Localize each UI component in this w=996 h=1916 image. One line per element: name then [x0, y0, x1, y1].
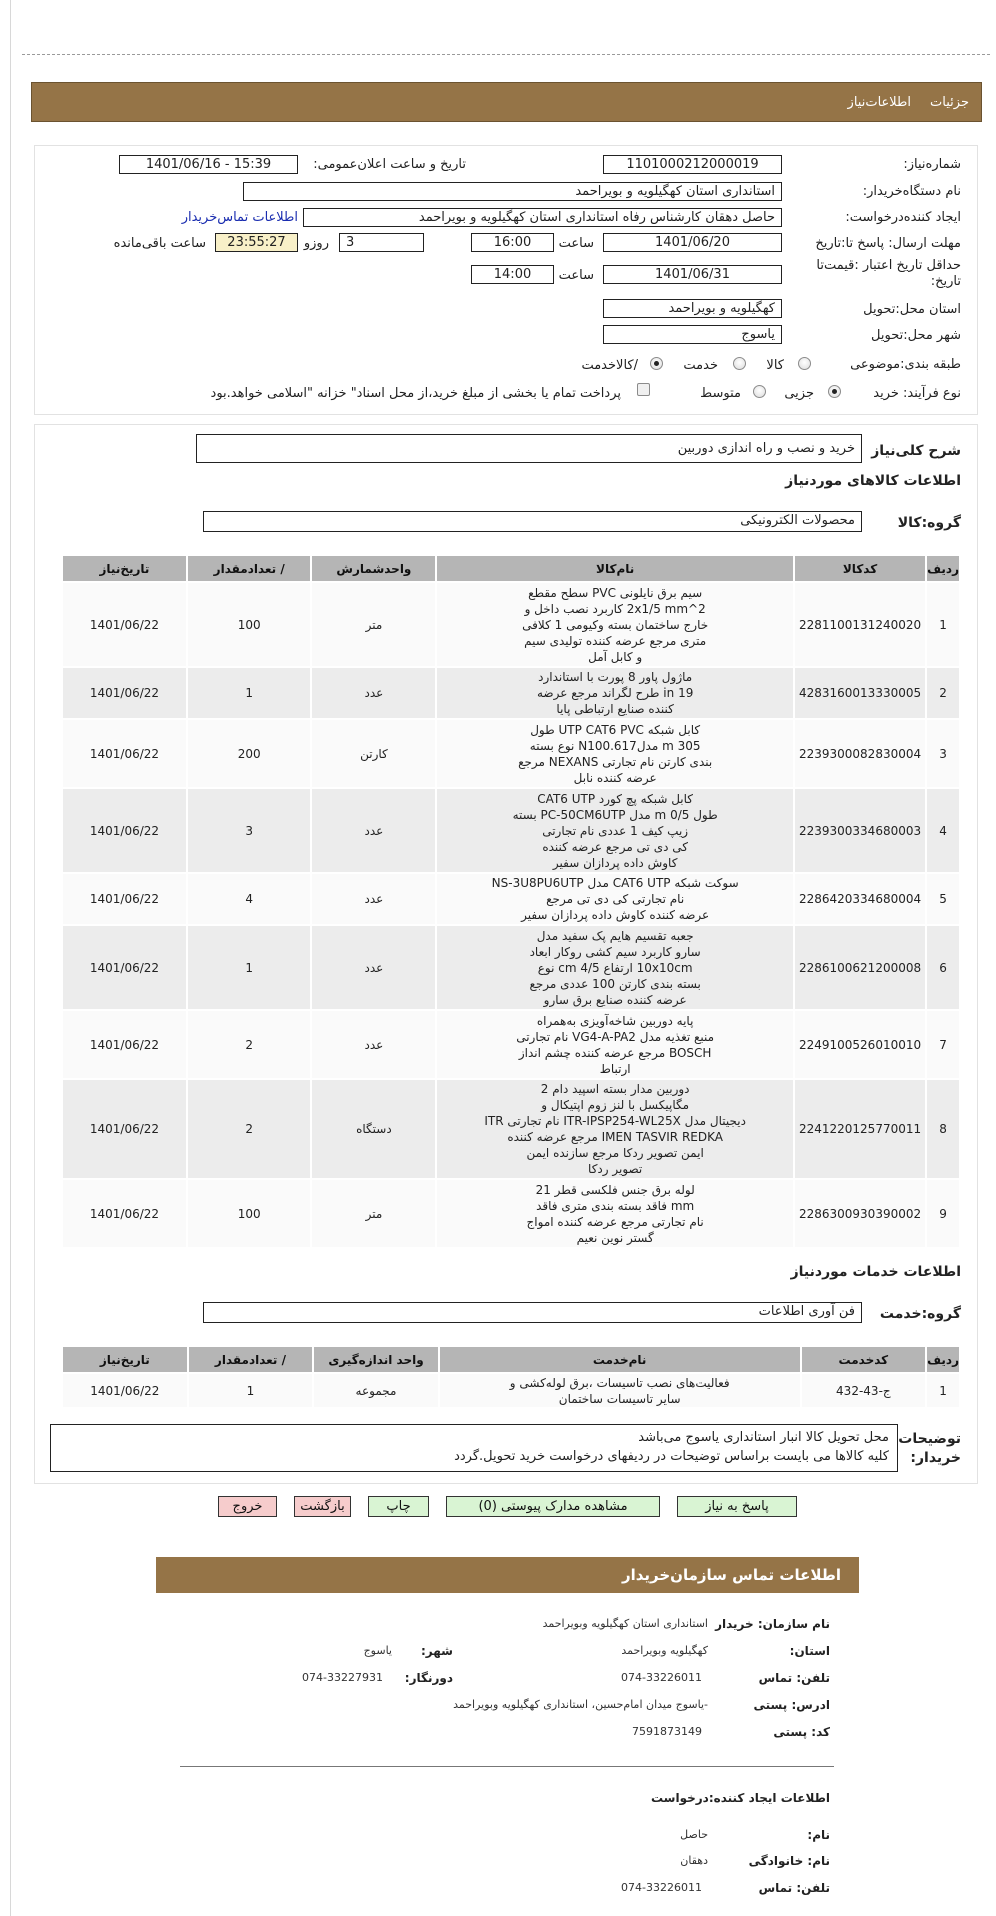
cell-need-date: 1401/06/22: [62, 925, 187, 1010]
cell-name: لوله برق جنس فلکسی قطر 21 mm فاقد بسته بندی متری فاقد نام تجارتی مرجع عرضه کننده امواج گستر نوین نعیم: [436, 1179, 794, 1248]
cell-row-number: 8: [926, 1079, 960, 1179]
services-group-label: گروه:خدمت: [879, 1306, 961, 1322]
cell-code: 2286300930390002: [794, 1179, 926, 1248]
contact-province-label: استان:: [789, 1644, 830, 1658]
cell-quantity: 2: [187, 1010, 312, 1079]
contact-fax-label: دورنگار:: [404, 1671, 453, 1685]
remaining-label: ساعت باقی‌مانده: [113, 236, 206, 251]
services-heading: اطلاعات خدمات موردنیاز: [790, 1264, 961, 1280]
contact-phone-value: 074-33226011: [621, 1671, 702, 1684]
cell-need-date: 1401/06/22: [62, 582, 187, 667]
contact-org-value: استانداری استان کهگیلویه وبویراحمد: [542, 1617, 708, 1630]
contact-org-label: نام سازمان: خریدار: [715, 1617, 830, 1631]
cell-unit: متر: [311, 1179, 436, 1248]
buyer-notes-field: محل تحویل کالا انبار استانداری یاسوج می‌باشد کلیه کالاها می بایست براساس توضیحات در ردیفهای درخواست خرید تحویل.گردد: [50, 1424, 898, 1472]
col-name: نام‌کالا: [436, 555, 794, 582]
cell-unit: متر: [311, 582, 436, 667]
cell-name: کابل شبکه پچ کورد CAT6 UTP طول 0/5 m مدل PC-50CM6UTP بسته زیپ کیف 1 عددی نام تجارتی کی دی تی مرجع عرضه کننده کاوش داده پردازان سفیر: [436, 788, 794, 873]
cell-quantity: 200: [187, 719, 312, 788]
cell-row-number: 7: [926, 1010, 960, 1079]
summary-field: خرید و نصب و راه اندازی دوربین: [196, 434, 862, 463]
need-number-label: شماره‌نیاز:: [903, 157, 961, 172]
contact-postal-value: 7591873149: [632, 1725, 702, 1738]
cell-unit: عدد: [311, 788, 436, 873]
cell-name: فعالیت‌های نصب تاسیسات ،برق لوله‌کشی و سایر تاسیسات ساختمان: [439, 1373, 801, 1408]
cell-row-number: 4: [926, 788, 960, 873]
cell-name: دوربین مدار بسته اسپید دام 2 مگاپیکسل با لنز زوم اپتیکال و دیجیتال مدل ITR-IPSP254-WL25X نام تجارتی ITR IMEN TASVIR REDKA مرجع عرضه کننده ایمن تصویر ردکا مرجع سازنده ایمن تصویر ردکا: [436, 1079, 794, 1179]
treasury-payment-checkbox[interactable]: [637, 383, 650, 396]
services-group-field: فن آوری اطلاعات: [203, 1302, 862, 1323]
goods-heading: اطلاعات کالاهای موردنیاز: [785, 473, 961, 489]
cell-row-number: 1: [926, 1373, 960, 1408]
price-validity-time-label: ساعت: [558, 268, 594, 283]
svc-col-date: تاریخ‌نیاز: [62, 1346, 188, 1373]
contact-province-value: کهگیلویه وبویراحمد: [621, 1644, 708, 1657]
col-row: ردیف: [926, 555, 960, 582]
service-row: [62, 1373, 960, 1408]
cell-unit: عدد: [311, 925, 436, 1010]
process-option-medium: متوسط: [700, 386, 741, 401]
cell-code: 2281100131240020: [794, 582, 926, 667]
contact-address-label: ادرس: پستی: [753, 1698, 830, 1712]
days-field: 3: [339, 233, 424, 252]
goods-group-field: محصولات الکترونیکی: [203, 511, 862, 532]
treasury-payment-text: پرداخت تمام یا بخشی از مبلغ خرید،از محل اسناد" خزانه "اسلامی خواهد.بود: [210, 386, 621, 401]
cell-quantity: 3: [187, 788, 312, 873]
svc-col-row: ردیف: [926, 1346, 960, 1373]
cell-name: کابل شبکه UTP CAT6 PVC طول 305 m مدلN100.617 نوع بسته بندی کارتن نام تجارتی NEXANS مرجع عرضه کننده نابل: [436, 719, 794, 788]
svc-col-unit: واحد اندازه‌گیری: [313, 1346, 439, 1373]
process-option-minor: جزیی: [784, 386, 814, 401]
cell-quantity: 4: [187, 873, 312, 925]
goods-row: [62, 1010, 960, 1079]
cell-unit: عدد: [311, 1010, 436, 1079]
contact-divider: [180, 1766, 834, 1767]
goods-row: [62, 925, 960, 1010]
creator-field: حاصل دهقان کارشناس رفاه استانداری استان کهگیلویه و بویراحمد: [303, 208, 782, 227]
need-number-field: 1101000212000019: [603, 155, 782, 174]
contact-postal-label: کد: پستی: [773, 1725, 830, 1739]
col-unit: واحدشمارش: [311, 555, 436, 582]
cell-unit: مجموعه: [313, 1373, 439, 1408]
goods-table: [61, 554, 961, 1249]
city-label: شهر محل:تحویل: [871, 328, 961, 343]
reply-date-field: 1401/06/20: [603, 233, 782, 252]
buyer-contact-link[interactable]: اطلاعات تماس‌خریدار: [181, 210, 298, 225]
cell-row-number: 6: [926, 925, 960, 1010]
col-quantity: / تعدادمقدار: [187, 555, 312, 582]
services-table: [61, 1345, 961, 1409]
cell-quantity: 1: [188, 1373, 314, 1408]
goods-row: [62, 788, 960, 873]
svc-col-quantity: / تعدادمقدار: [188, 1346, 314, 1373]
cell-code: 2239300082830004: [794, 719, 926, 788]
creator-name-value: حاصل: [680, 1828, 708, 1841]
cell-need-date: 1401/06/22: [62, 719, 187, 788]
days-label: روز‌و: [303, 236, 329, 251]
creator-label: ایجاد کننده‌درخواست:: [845, 210, 961, 225]
category-option-goods: کالا: [766, 358, 784, 373]
announce-field: 1401/06/16 - 15:39: [119, 155, 298, 174]
cell-row-number: 3: [926, 719, 960, 788]
cell-code: 2241220125770011: [794, 1079, 926, 1179]
back-button[interactable]: بازگشت: [294, 1496, 351, 1517]
creator-phone-label: تلفن: تماس: [758, 1881, 830, 1895]
process-radio-medium[interactable]: [753, 385, 766, 398]
cell-need-date: 1401/06/22: [62, 1010, 187, 1079]
category-radio-goods-service[interactable]: [650, 357, 663, 370]
reply-deadline-label: مهلت ارسال: پاسخ تا:تاریخ: [815, 236, 961, 251]
cell-quantity: 1: [187, 667, 312, 719]
reply-button[interactable]: پاسخ به نیاز: [677, 1496, 797, 1517]
price-validity-time-field: 14:00: [471, 265, 554, 284]
goods-row: [62, 582, 960, 667]
cell-code: 2239300334680003: [794, 788, 926, 873]
category-label: طبقه بندی:موضوعی: [850, 357, 961, 372]
svc-col-name: نام‌خدمت: [439, 1346, 801, 1373]
view-attachments-button[interactable]: مشاهده مدارک پیوستی (0): [446, 1496, 660, 1517]
price-validity-date-field: 1401/06/31: [603, 265, 782, 284]
creator-phone-value: 074-33226011: [621, 1881, 702, 1894]
contact-fax-value: 074-33227931: [302, 1671, 383, 1684]
cell-code: 2286100621200008: [794, 925, 926, 1010]
process-label: نوع فرآیند: خرید: [873, 386, 961, 401]
cell-row-number: 2: [926, 667, 960, 719]
cell-row-number: 1: [926, 582, 960, 667]
cell-name: جعبه تقسیم هایم پک سفید مدل سارو کاربرد سیم کشی روکار ابعاد 10x10cm ارتفاع 4/5 cm نوع بسته بندی کارتن 100 عددی مرجع عرضه کننده صنایع برق سارو: [436, 925, 794, 1010]
svc-col-code: کدخدمت: [801, 1346, 927, 1373]
cell-need-date: 1401/06/22: [62, 788, 187, 873]
category-radio-goods[interactable]: [798, 357, 811, 370]
cell-need-date: 1401/06/22: [62, 667, 187, 719]
province-label: استان محل:تحویل: [863, 302, 961, 317]
contact-phone-label: تلفن: تماس: [758, 1671, 830, 1685]
buyer-org-label: نام دستگاه‌خریدار:: [862, 184, 961, 199]
province-field: کهگیلویه و بویراحمد: [603, 299, 782, 318]
reply-time-field: 16:00: [471, 233, 554, 252]
tab-details[interactable]: جزئیات: [930, 95, 969, 110]
cell-row-number: 9: [926, 1179, 960, 1248]
goods-row: [62, 667, 960, 719]
cell-quantity: 100: [187, 582, 312, 667]
creator-family-label: نام: خانوادگی: [748, 1854, 830, 1868]
cell-quantity: 1: [187, 925, 312, 1010]
cell-row-number: 5: [926, 873, 960, 925]
goods-table-header: [62, 555, 960, 582]
creator-name-label: نام:: [807, 1828, 830, 1842]
goods-row: [62, 873, 960, 925]
cell-name: سوکت شبکه CAT6 UTP مدل NS-3U8PU6UTP نام تجارتی کی دی تی مرجع عرضه کننده کاوش داده پردازان سفیر: [436, 873, 794, 925]
goods-row: [62, 1079, 960, 1179]
cell-code: 4283160013330005: [794, 667, 926, 719]
reply-time-label: ساعت: [558, 236, 594, 251]
cell-quantity: 2: [187, 1079, 312, 1179]
cell-unit: عدد: [311, 873, 436, 925]
goods-group-label: گروه:کالا: [897, 515, 961, 531]
cell-need-date: 1401/06/22: [62, 873, 187, 925]
cell-unit: عدد: [311, 667, 436, 719]
cell-name: پایه دوربین شاخه‌آویزی به‌همراه منبع تغذیه مدل VG4-A-PA2 نام تجارتی BOSCH مرجع عرضه کننده چشم انداز ارتباط: [436, 1010, 794, 1079]
cell-name: سیم برق نایلونی PVC سطح مقطع 2x1/5 mm^2 کاربرد نصب داخل و خارج ساختمان بسته وکیومی 1 کلافی متری مرجع عرضه کننده تولیدی سیم و کابل آمل: [436, 582, 794, 667]
category-radio-service[interactable]: [733, 357, 746, 370]
cell-unit: دستگاه: [311, 1079, 436, 1179]
city-field: یاسوج: [603, 325, 782, 344]
col-code: کدکالا: [794, 555, 926, 582]
contact-city-value: یاسوج: [363, 1644, 392, 1657]
price-validity-label: حداقل تاریخ اعتبار :قیمت‌تا تاریخ:: [816, 258, 961, 289]
col-date: تاریخ‌نیاز: [62, 555, 187, 582]
creator-family-value: دهقان: [680, 1854, 708, 1867]
cell-quantity: 100: [187, 1179, 312, 1248]
goods-row: [62, 1179, 960, 1248]
contact-address-value: -یاسوج میدان امام‌حسین، استانداری کهگیلویه وبویراحمد: [453, 1698, 708, 1711]
cell-need-date: 1401/06/22: [62, 1079, 187, 1179]
cell-code: 2249100526010010: [794, 1010, 926, 1079]
summary-label: شرح کلی‌نیاز: [871, 443, 961, 459]
process-radio-minor[interactable]: [828, 385, 841, 398]
buyer-notes-label: توضیحات خریدار:: [898, 1431, 961, 1466]
cell-need-date: 1401/06/22: [62, 1373, 188, 1408]
services-table-header: [62, 1346, 960, 1373]
exit-button[interactable]: خروج: [218, 1496, 277, 1517]
cell-need-date: 1401/06/22: [62, 1179, 187, 1248]
print-button[interactable]: چاپ: [368, 1496, 429, 1517]
cell-name: ماژول پاور 8 پورت با استاندارد 19 in طرح لگراند مرجع عرضه کننده صنایع ارتباطی پایا: [436, 667, 794, 719]
cell-unit: کارتن: [311, 719, 436, 788]
creator-heading: اطلاعات ایجاد کننده:درخواست: [650, 1791, 830, 1805]
category-option-goods-service: /کالاخدمت: [581, 358, 638, 373]
page-left-border: [10, 0, 11, 1916]
contact-city-label: شهر:: [421, 1644, 453, 1658]
remaining-time-field: 23:55:27: [215, 233, 298, 252]
contact-banner: اطلاعات تماس سازمان‌خریدار: [156, 1557, 859, 1593]
tab-need-info[interactable]: اطلاعات‌نیاز: [847, 95, 911, 110]
cell-code: ج-43-432: [801, 1373, 927, 1408]
announce-label: تاریخ و ساعت اعلان‌عمومی:: [313, 157, 466, 172]
buyer-org-field: استانداری استان کهگیلویه و بویراحمد: [243, 182, 782, 201]
category-option-service: خدمت: [683, 358, 718, 373]
cell-code: 2286420334680004: [794, 873, 926, 925]
tabs-banner: [31, 82, 982, 122]
top-dashed-divider: [22, 54, 990, 55]
goods-row: [62, 719, 960, 788]
